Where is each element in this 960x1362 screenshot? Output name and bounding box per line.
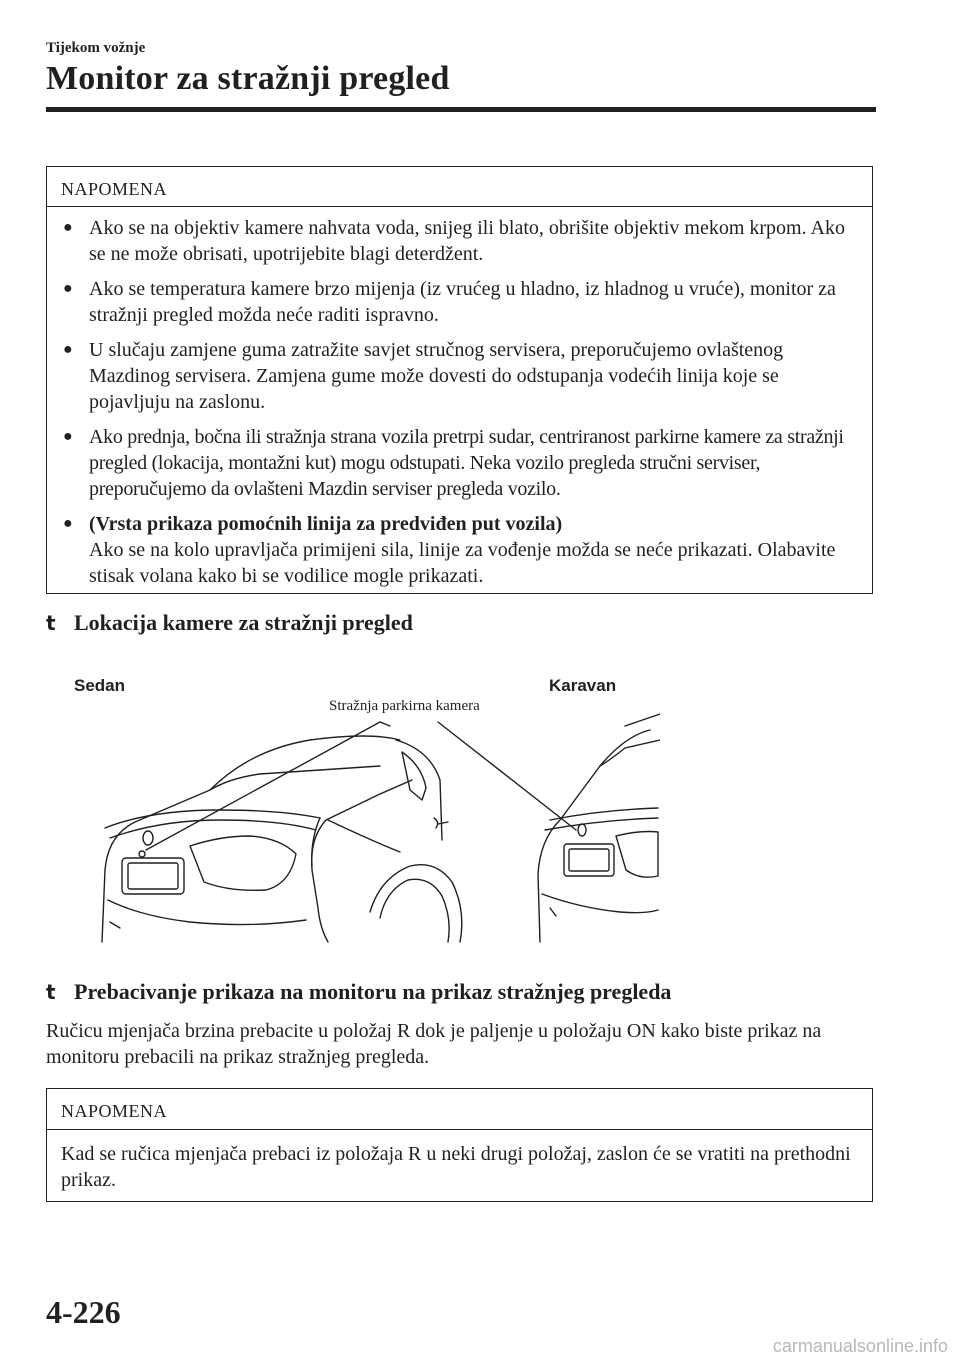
sedan-illustration — [102, 736, 462, 942]
note-heading: NAPOMENA — [47, 1089, 872, 1130]
note-item — [61, 215, 858, 267]
rear-camera-illustration — [80, 670, 660, 950]
section-heading-switch-view — [46, 979, 671, 1005]
title-rule — [46, 107, 876, 112]
section-label: Tijekom vožnje — [46, 40, 146, 56]
callout-line-wagon — [438, 722, 576, 830]
figure-label-wagon: Karavan — [549, 676, 617, 695]
note-item-text: Ako se na kolo upravljača primijeni sila, linije za vođenje možda se neće prikazati. Olabavite stisak volana kako bi se vodilice mogle prikazati. — [89, 539, 836, 587]
note-item-text: Ako se na objektiv kamere nahvata voda, snijeg ili blato, obrišite objektiv mekom krpom. Ako se ne može obrisati, upotrijebite blagi deterdžent. — [89, 217, 845, 265]
bullet-icon: ● — [63, 515, 73, 532]
note-item-content — [89, 511, 858, 589]
section-heading-text: Lokacija kamere za stražnji pregled — [74, 610, 413, 635]
note-box — [46, 166, 873, 594]
bullet-icon: ● — [63, 219, 73, 236]
note-item-text: Ako se temperatura kamere brzo mijenja (iz vrućeg u hladno, iz hladnog u vruće), monitor za stražnji pregled možda neće raditi ispravno. — [89, 278, 836, 326]
camera-location-figure — [74, 670, 660, 950]
note-item — [61, 276, 858, 328]
note-body — [47, 207, 872, 599]
note-item-text: U slučaju zamjene guma zatražite savjet stručnog servisera, preporučujemo ovlaštenog Mazdinog servisera. Zamjena gume može dovesti do odstupanja vodećih linija koje se pojavljuju na zaslonu. — [89, 339, 784, 413]
note-item — [61, 511, 858, 589]
callout-line-sedan — [146, 722, 380, 850]
figure-label-sedan: Sedan — [74, 676, 126, 695]
section-marker-icon: t — [46, 980, 56, 1004]
watermark: carmanualsonline.info — [772, 1336, 948, 1356]
bullet-icon: ● — [63, 428, 73, 445]
note-item-text: Ako prednja, bočna ili stražnja strana vozila pretrpi sudar, centriranost parkirne kamere za stražnji pregled (lokacija, montažni kut) mogu odstupati. Neka vozilo pregleda stručni serviser, preporučujemo da ovlašteni Mazdin serviser pregleda vozilo. — [89, 426, 844, 500]
callout-line-sedan-2 — [380, 722, 390, 726]
page-number: 4-226 — [46, 1294, 121, 1330]
page-title: Monitor za stražnji pregled — [46, 60, 450, 97]
note-item-bold-title: (Vrsta prikaza pomoćnih linija za predviđen put vozila) — [89, 513, 563, 535]
section-heading-text: Prebacivanje prikaza na monitoru na prikaz stražnjeg pregleda — [74, 979, 672, 1004]
note-box — [46, 1088, 873, 1202]
wagon-illustration — [538, 714, 660, 942]
body-paragraph: Ručicu mjenjača brzina prebacite u položaj R dok je paljenje u položaju ON kako biste prikaz na monitoru prebacili na prikaz stražnjeg pregleda. — [46, 1020, 822, 1068]
note-item — [61, 424, 858, 502]
note-item — [61, 337, 858, 415]
section-heading-camera-location — [46, 610, 413, 636]
bullet-icon: ● — [63, 280, 73, 297]
note-heading: NAPOMENA — [47, 167, 872, 207]
bullet-icon: ● — [63, 341, 73, 358]
section-marker-icon: t — [46, 611, 56, 635]
figure-callout-camera: Stražnja parkirna kamera — [329, 698, 480, 714]
note-body: Kad se ručica mjenjača prebaci iz položaja R u neki drugi položaj, zaslon će se vratiti na prethodni prikaz. — [61, 1143, 851, 1191]
